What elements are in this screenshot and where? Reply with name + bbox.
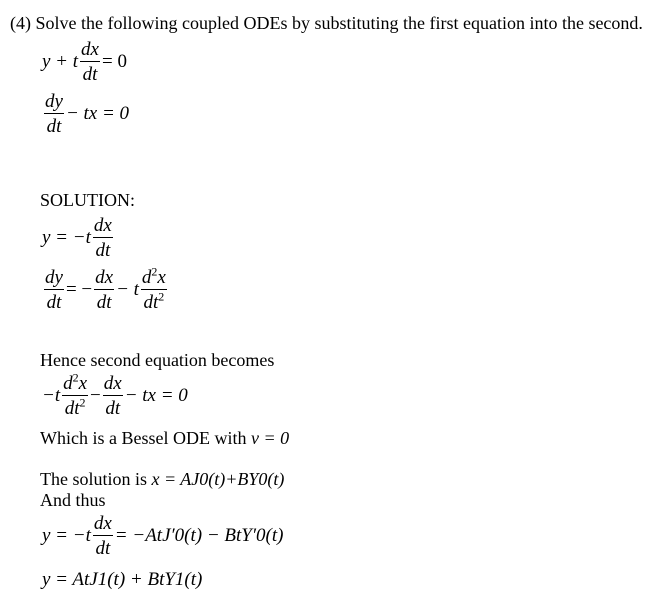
solution-eq-1 [42, 216, 115, 260]
solution-line [40, 470, 284, 488]
s3-lead: −t [42, 385, 61, 406]
s4-lhs: y = −t [42, 525, 91, 546]
eq1-fraction [80, 40, 100, 84]
problem-statement [10, 14, 643, 32]
s2-den3: $dt^2$ [143, 289, 165, 313]
s3-minus: − [90, 385, 101, 406]
s5-text: y = AtJ1(t) + BtY1(t) [42, 569, 203, 590]
eq1-num: dx [81, 39, 99, 60]
eq1-den: dt [82, 64, 98, 85]
eq2-fraction [44, 92, 64, 136]
hence-text: Hence second equation becomes [40, 350, 275, 370]
s2-fraction-3 [141, 264, 167, 313]
s3-fraction-1 [62, 370, 88, 419]
s3-num1: $d^2x$ [63, 370, 88, 394]
s4-den: dt [95, 538, 111, 559]
s3-fraction-2 [103, 374, 123, 418]
s4-rhs: = −AtJ′0(t) − BtY′0(t) [114, 525, 284, 546]
solution-eq-2 [42, 264, 169, 313]
s2-num3: $d^2x$ [141, 264, 166, 288]
eq1-rhs: = 0 [101, 51, 127, 72]
s2-minus-t: − t [116, 279, 139, 300]
s3-den2: dt [105, 398, 121, 419]
s2-fraction-2 [94, 268, 114, 312]
solution-eq-3 [42, 370, 188, 419]
s2-num1: dy [45, 267, 63, 288]
solution-eq-5 [42, 569, 202, 591]
solution-eq-4 [42, 514, 283, 558]
equation-2 [42, 92, 129, 136]
s2-den1: dt [46, 292, 62, 313]
s3-rest: − tx = 0 [124, 385, 188, 406]
solution-text: The solution is [40, 469, 147, 489]
bessel-text: Which is a Bessel ODE with [40, 428, 247, 448]
eq2-num: dy [45, 91, 63, 112]
s3-den1: $dt^2$ [64, 395, 86, 419]
s1-lhs: y = −t [42, 227, 91, 248]
problem-text: Solve the following coupled ODEs by substituting the first equation into the second. [35, 13, 643, 33]
eq2-den: dt [46, 116, 62, 137]
s2-eq: = − [65, 279, 93, 300]
bessel-line [40, 429, 289, 447]
equation-1 [42, 40, 127, 84]
s1-fraction [93, 216, 113, 260]
solution-eq: x = AJ0(t)+BY0(t) [151, 469, 285, 489]
s1-num: dx [93, 215, 112, 236]
eq2-rest: − tx = 0 [65, 103, 130, 124]
s3-num2: dx [103, 373, 122, 394]
s1-den: dt [95, 240, 111, 261]
s2-fraction-1 [44, 268, 64, 312]
bessel-eq: v = 0 [250, 428, 290, 448]
s4-fraction [93, 514, 113, 558]
s2-den2: dt [96, 292, 112, 313]
eq1-lhs: y + t [42, 51, 79, 72]
s4-num: dx [93, 513, 112, 534]
problem-number: (4) [10, 13, 31, 33]
and-thus-text: And thus [40, 490, 106, 510]
s2-num2: dx [95, 267, 114, 288]
solution-heading: SOLUTION: [40, 190, 135, 210]
